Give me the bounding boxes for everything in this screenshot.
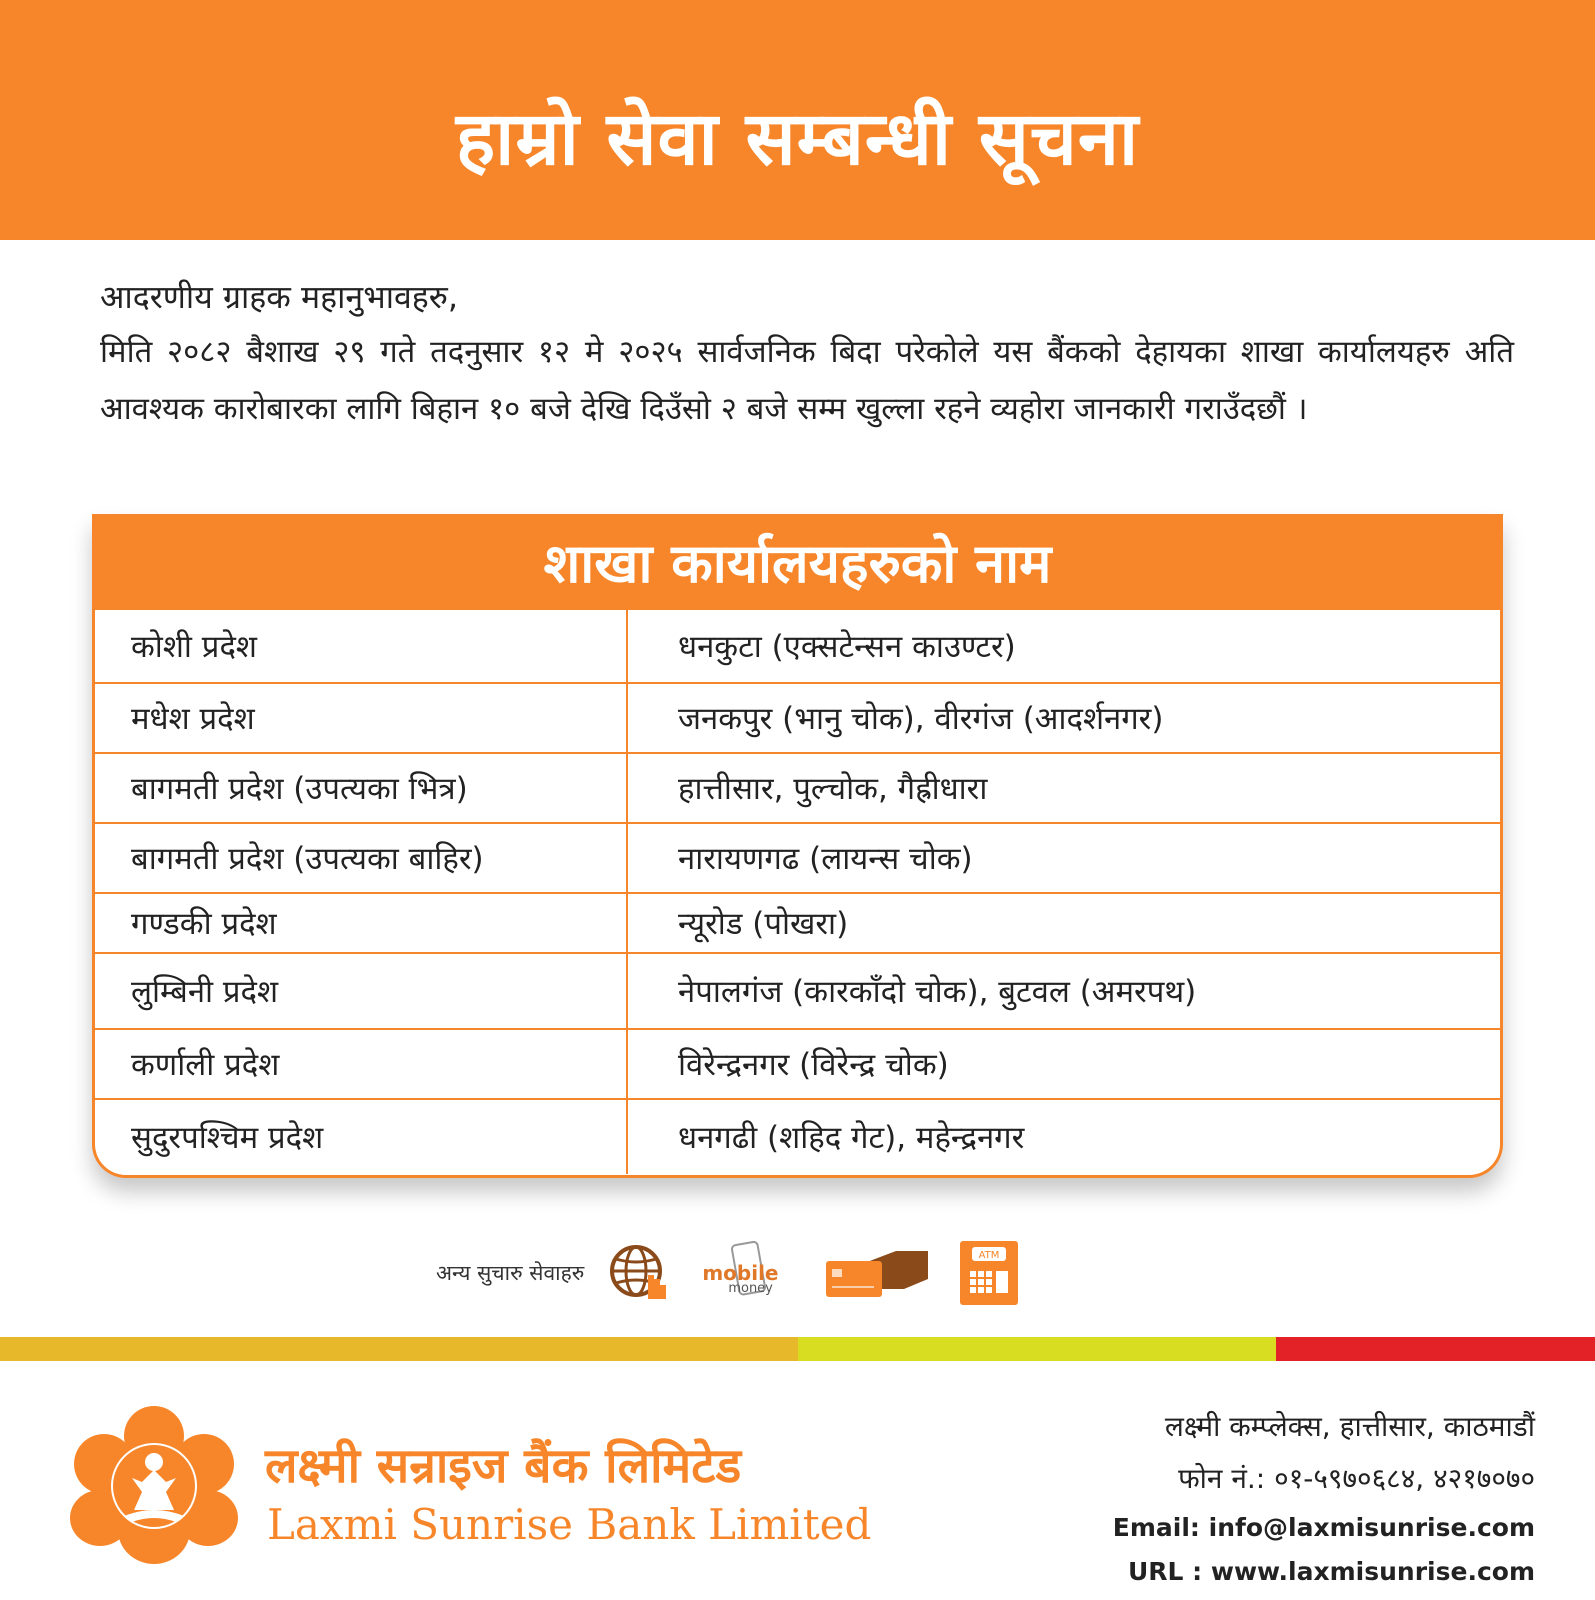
bank-logo [66, 1406, 242, 1570]
province-cell: बागमती प्रदेश (उपत्यका भित्र) [95, 754, 628, 822]
bank-name-english: Laxmi Sunrise Bank Limited [267, 1500, 872, 1549]
table-row [95, 892, 1500, 952]
decor-stripe-red [1276, 1337, 1595, 1361]
atm-label: ATM [978, 1250, 1000, 1261]
decor-stripe-gold [0, 1337, 798, 1361]
services-label: अन्य सुचारु सेवाहरु [436, 1261, 585, 1285]
branches-cell: हात्तीसार, पुल्चोक, गैह्रीधारा [678, 771, 988, 807]
mobile-money-bottom: money [728, 1281, 773, 1296]
mobile-money-top: mobile [702, 1261, 779, 1285]
province-cell: गण्डकी प्रदेश [95, 894, 628, 952]
table-row [95, 822, 1500, 892]
province-cell: कर्णाली प्रदेश [95, 1030, 628, 1098]
internet-banking-icon [608, 1241, 672, 1305]
branches-cell: धनगढी (शहिद गेट), महेन्द्रनगर [678, 1120, 1025, 1156]
header-banner [0, 0, 1595, 240]
province-cell: मधेश प्रदेश [95, 684, 628, 752]
atm-icon [960, 1241, 1018, 1305]
greeting-text: आदरणीय ग्राहक महानुभावहरु, [100, 278, 459, 316]
branches-cell: न्यूरोड (पोखरा) [678, 906, 849, 942]
branch-table-heading: शाखा कार्यालयहरुको नाम [95, 514, 1500, 608]
mobile-money-icon [702, 1241, 794, 1305]
branches-cell: जनकपुर (भानु चोक), वीरगंज (आदर्शनगर) [678, 701, 1164, 737]
page-title: हाम्रो सेवा सम्बन्धी सूचना [455, 95, 1140, 182]
notice-body: मिति २०८२ बैशाख २९ गते तदनुसार १२ मे २०२५ सार्वजनिक बिदा परेकोले यस बैंकको देहायका शाखा कार्यालयहरु अति आवश्यक कारोबारका लागि बिहान १० बजे देखि दिउँसो २ बजे सम्म खुल्ला रहने व्यहोरा जानकारी गराउँदछौं । [100, 334, 1514, 427]
decor-stripe-lime [798, 1337, 1276, 1361]
phone-text: फोन नं.: ०१-५९७०६८४, ४२१७०७० [1178, 1462, 1535, 1495]
branches-cell: नेपालगंज (कारकाँदो चोक), बुटवल (अमरपथ) [678, 974, 1197, 1010]
table-row [95, 952, 1500, 1028]
table-row [95, 1098, 1500, 1174]
other-services [436, 1238, 1048, 1308]
bank-name-nepali: लक्ष्मी सन्राइज बैंक लिमिटेड [265, 1438, 742, 1494]
province-cell: कोशी प्रदेश [95, 610, 628, 682]
address-text: लक्ष्मी कम्प्लेक्स, हात्तीसार, काठमाडौं [1164, 1410, 1535, 1443]
email-text: Email: info@laxmisunrise.com [1112, 1513, 1535, 1542]
branches-cell: विरेन्द्रनगर (विरेन्द्र चोक) [678, 1047, 949, 1083]
table-row [95, 682, 1500, 752]
branches-cell: नारायणगढ (लायन्स चोक) [678, 841, 973, 877]
url-text: URL : www.laxmisunrise.com [1127, 1557, 1535, 1586]
branches-cell: धनकुटा (एक्सटेन्सन काउण्टर) [678, 629, 1016, 665]
table-row [95, 608, 1500, 682]
branch-table [92, 514, 1503, 1178]
card-icon [824, 1245, 930, 1301]
province-cell: बागमती प्रदेश (उपत्यका बाहिर) [95, 824, 628, 892]
province-cell: लुम्बिनी प्रदेश [95, 954, 628, 1028]
province-cell: सुदुरपश्चिम प्रदेश [95, 1100, 628, 1174]
table-row [95, 1028, 1500, 1098]
table-row [95, 752, 1500, 822]
